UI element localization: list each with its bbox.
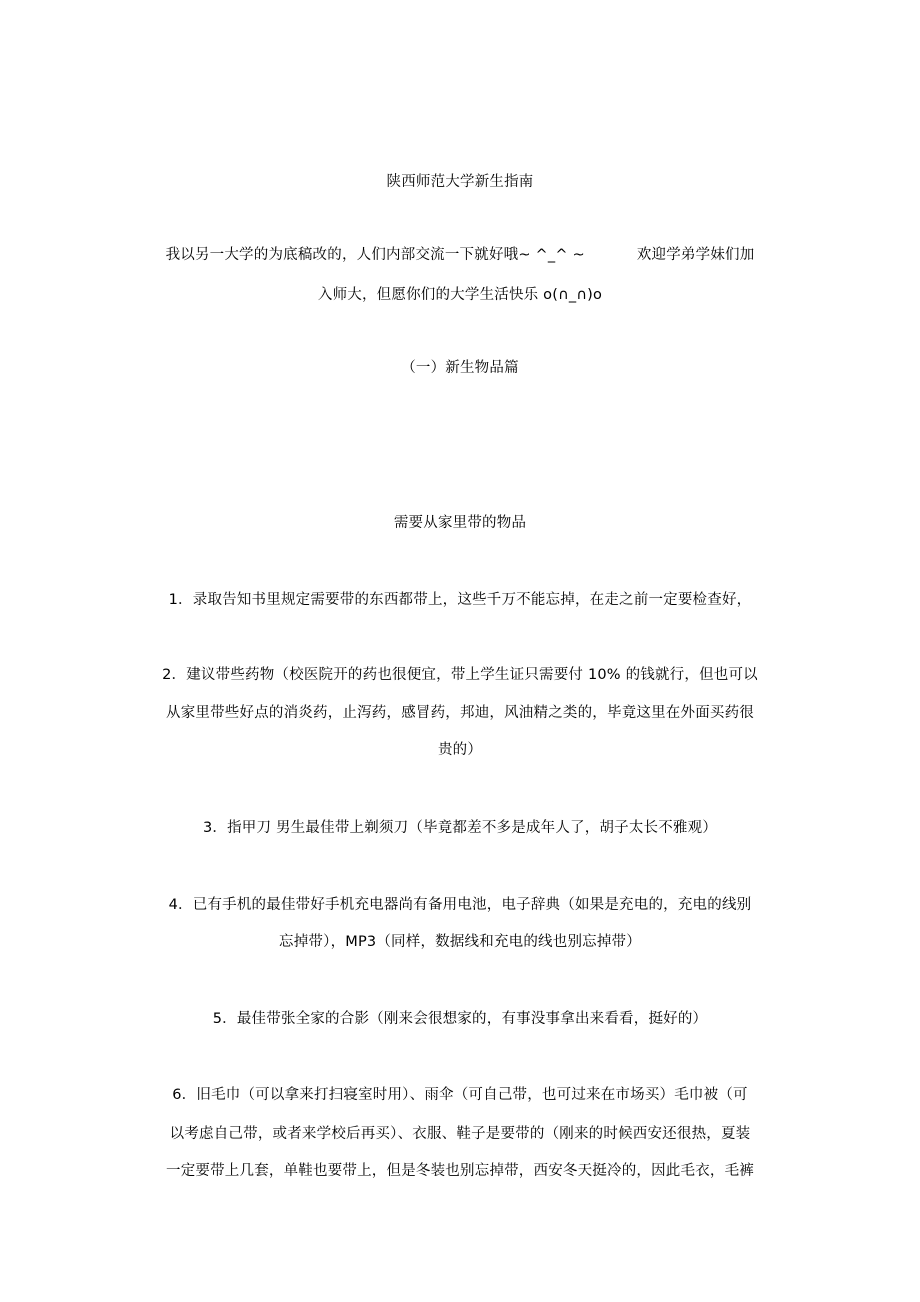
intro-line-2: 入师大，但愿你们的大学生活快乐 o(∩_∩)o <box>317 287 603 303</box>
section-heading: （一）新生物品篇 <box>401 360 519 376</box>
list-item-2-line-2: 从家里带些好点的消炎药，止泻药，感冒药，邦迪，风油精之类的，毕竟这里在外面买药很 <box>166 705 754 721</box>
intro-text-part1: 我以另一大学的为底稿改的，人们内部交流一下就好哦~ ^_^ ~ <box>165 247 585 263</box>
list-item-4-line-2: 忘掉带），MP3（同样，数据线和充电的线也别忘掉带） <box>279 934 641 950</box>
list-item-6-line-2: 以考虑自己带，或者来学校后再买）、衣服、鞋子是要带的（刚来的时候西安还很热，夏装 <box>169 1126 751 1142</box>
subheading: 需要从家里带的物品 <box>393 515 527 531</box>
list-item-5: 5．最佳带张全家的合影（刚来会很想家的，有事没事拿出来看看，挺好的） <box>212 1011 708 1027</box>
list-item-2-line-3: 贵的） <box>437 742 483 758</box>
intro-line-1 <box>130 245 790 265</box>
list-item-1: 1．录取告知书里规定需要带的东西都带上，这些千万不能忘掉，在走之前一定要检查好， <box>168 592 752 608</box>
list-item-4-line-1: 4．已有手机的最佳带好手机充电器尚有备用电池，电子辞典（如果是充电的，充电的线别 <box>168 897 752 913</box>
document-title: 陕西师范大学新生指南 <box>386 174 534 190</box>
list-item-3: 3．指甲刀 男生最佳带上剃须刀（毕竟都差不多是成年人了，胡子太长不雅观） <box>202 820 718 836</box>
list-item-2-line-1: 2．建议带些药物（校医院开的药也很便宜，带上学生证只需要付 10% 的钱就行，但也可以 <box>162 667 758 683</box>
list-item-6-line-1: 6．旧毛巾（可以拿来打扫寝室时用）、雨伞（可自己带，也可过来在市场买）毛巾被（可 <box>172 1087 748 1103</box>
list-item-6-line-3: 一定要带上几套，单鞋也要带上，但是冬装也别忘掉带，西安冬天挺冷的，因此毛衣，毛裤 <box>166 1163 754 1179</box>
intro-text-part2: 欢迎学弟学妹们加 <box>636 247 755 263</box>
